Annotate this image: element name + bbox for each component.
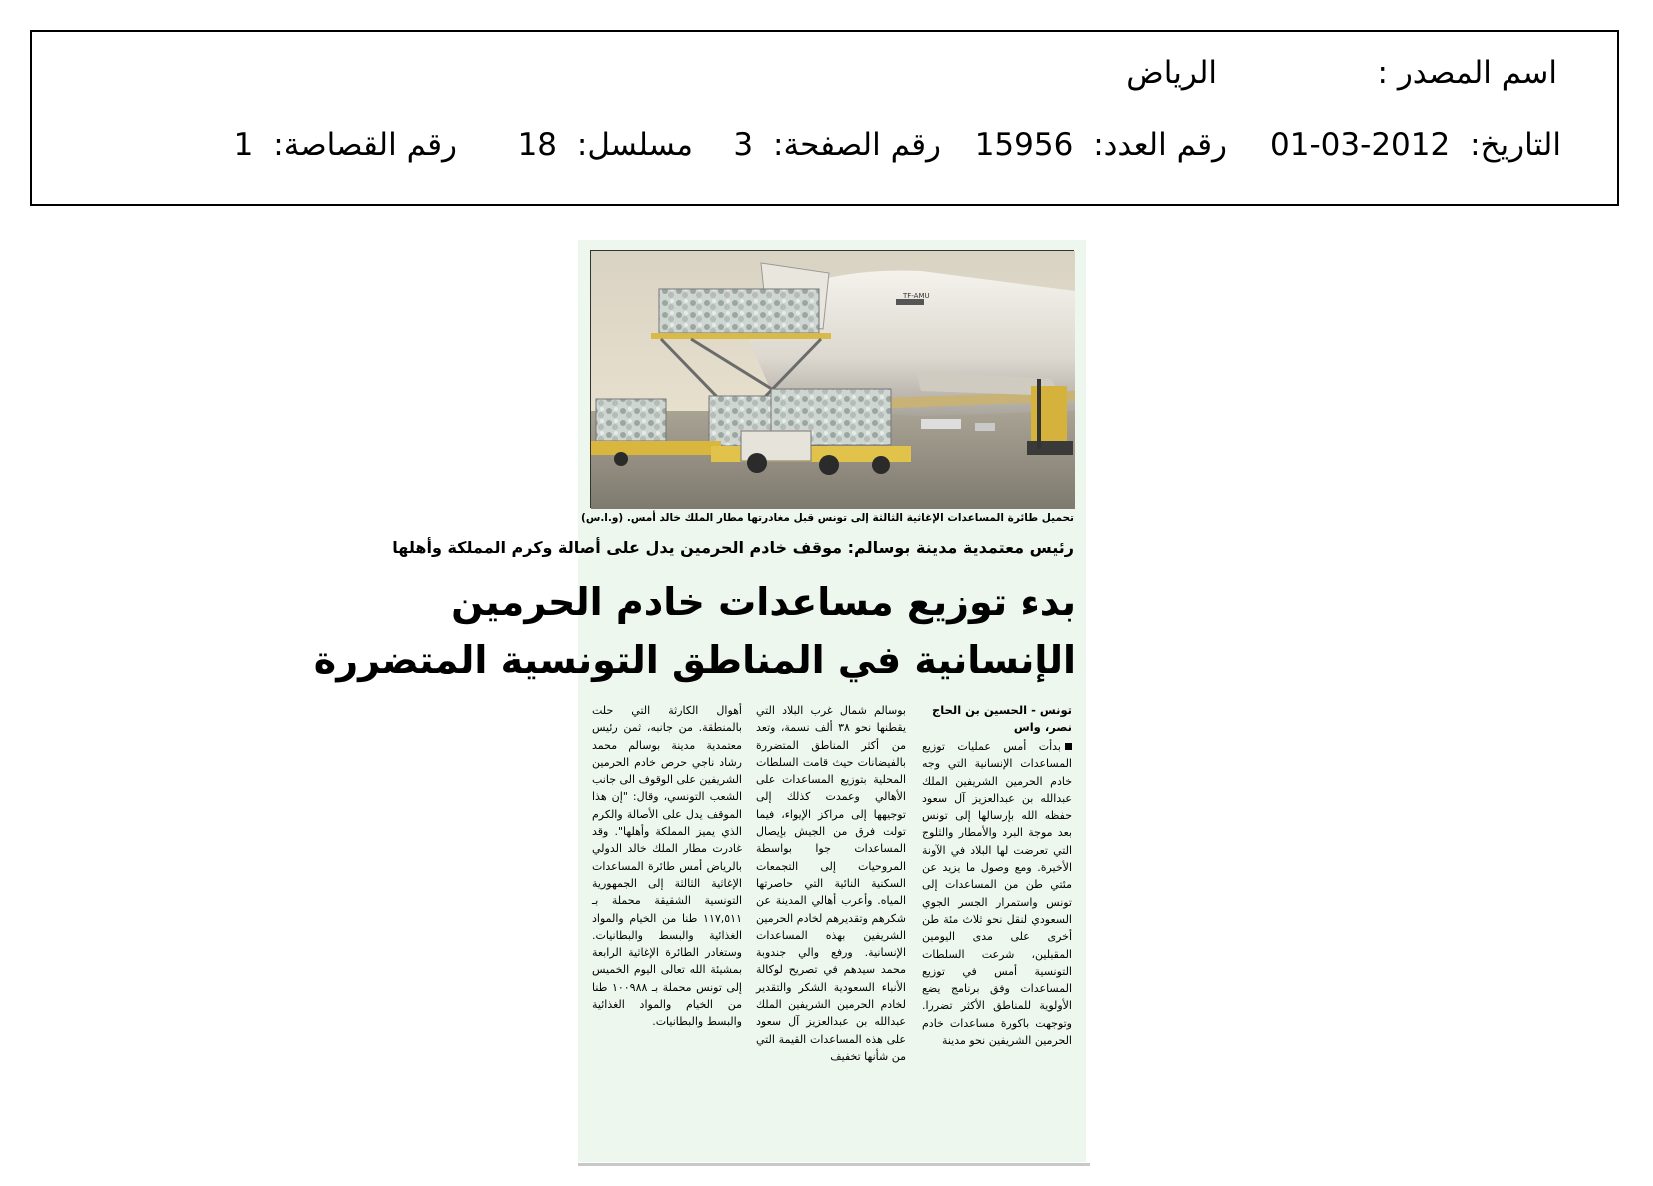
issue-value: 15956: [974, 127, 1074, 163]
article-photo: [590, 250, 1074, 508]
issue-label: رقم العدد:: [1093, 127, 1227, 163]
clipping-edge-line: [578, 1163, 1090, 1166]
source-value: الرياض: [1126, 55, 1217, 91]
date-field: [1270, 127, 1561, 163]
article-column-1: [922, 738, 1072, 1154]
clip-value: 1: [233, 127, 254, 163]
column-1-text: بدأت أمس عمليات توزيع المساعدات الإنسانية التي وجه خادم الحرمين الشريفين الملك عبدالله بن عبدالعزيز آل سعود حفظه الله بإرسالها إلى تونس بعد موجة البرد والأمطار والثلوج التي تعرضت لها البلاد في الآونة الأخيرة. ومع وصول ما يزيد عن مئتي طن من المساعدات إلى تونس واستمرار الجسر الجوي السعودي لنقل نحو ثلاث مئة طن أخرى على مدى اليومين المقبلين، شرعت السلطات التونسية أمس في توزيع المساعدات وفق برنامج يضع الأولوية للمناطق الأكثر تضررا. وتوجهت باكورة مساعدات خادم الحرمين الشريفين نحو مدينة: [922, 740, 1072, 1048]
date-value: 2012-03-01: [1270, 127, 1451, 163]
serial-label: مسلسل:: [576, 127, 693, 163]
photo-caption: تحميل طائرة المساعدات الإغاثية الثالثة إلى تونس قبل مغادرتها مطار الملك خالد أمس. (و.ا.س): [581, 512, 1074, 524]
column-3-text: أهوال الكارثة التي حلت بالمنطقة. من جانبه، ثمن رئيس معتمدية مدينة بوسالم محمد رشاد ناجي حرص خادم الحرمين الشريفين على الوقوف الى جانب الشعب التونسي، وقال: "إن هذا الموقف يدل على الأصالة والكرم الذي يميز المملكة وأهلها". وقد غادرت مطار الملك خالد الدولي بالرياض أمس طائرة المساعدات الإغاثية الثالثة إلى الجمهورية التونسية الشقيقة محملة بـ ١١٧,٥١١ طنا من الخيام والمواد الغذائية والبسط والبطانيات. وستغادر الطائرة الإغاثية الرابعة بمشيئة الله تعالى اليوم الخميس إلى تونس محملة بـ ١٠٠٩٨٨ طنا من الخيام والمواد الغذائية والبسط والبطانيات.: [592, 704, 742, 1029]
article-headline-line-1: بدء توزيع مساعدات خادم الحرمين: [451, 580, 1076, 624]
source-value-field: [1126, 55, 1217, 91]
serial-field: [517, 127, 693, 163]
source-field: [1377, 55, 1557, 91]
article-subheadline: رئيس معتمدية مدينة بوسالم: موقف خادم الحرمين يدل على أصالة وكرم المملكة وأهلها: [392, 538, 1074, 557]
date-label: التاريخ:: [1470, 127, 1561, 163]
paragraph-bullet-icon: [1065, 743, 1072, 750]
issue-field: [974, 127, 1227, 163]
article-column-3: [592, 702, 742, 1154]
page-field: [733, 127, 941, 163]
article-byline: تونس - الحسين بن الحاج نصر، واس: [931, 703, 1072, 734]
clip-label: رقم القصاصة:: [273, 127, 457, 163]
cargo-plane-photo: [591, 251, 1075, 509]
newspaper-clipping: [313, 240, 1086, 1162]
clip-field: [233, 127, 457, 163]
article-column-2: [756, 702, 906, 1154]
aircraft-registration: TF-AMU: [903, 292, 930, 300]
source-label: اسم المصدر :: [1377, 55, 1557, 91]
page-label: رقم الصفحة:: [773, 127, 941, 163]
clipping-metadata-box: [30, 30, 1619, 206]
article-headline-line-2: الإنسانية في المناطق التونسية المتضررة: [313, 638, 1076, 682]
page-value: 3: [733, 127, 754, 163]
serial-value: 18: [517, 127, 558, 163]
column-2-text: بوسالم شمال غرب البلاد التي يقطنها نحو ٣٨ ألف نسمة، وتعد من أكثر المناطق المتضررة بالفيضانات حيث قامت السلطات المحلية بتوزيع المساعدات على الأهالي وعمدت كذلك إلى توجيهها إلى مراكز الإيواء، فيما تولت فرق من الجيش بإيصال المساعدات جوا بواسطة المروحيات إلى التجمعات السكنية النائية التي حاصرتها المياه. وأعرب أهالي المدينة عن شكرهم وتقديرهم لخادم الحرمين الشريفين بهذه المساعدات الإنسانية. ورفع والي جندوبة محمد سيدهم في تصريح لوكالة الأنباء السعودية الشكر والتقدير لخادم الحرمين الشريفين الملك عبدالله بن عبدالعزيز آل سعود على هذه المساعدات القيمة التي من شأنها تخفيف: [756, 704, 907, 1063]
